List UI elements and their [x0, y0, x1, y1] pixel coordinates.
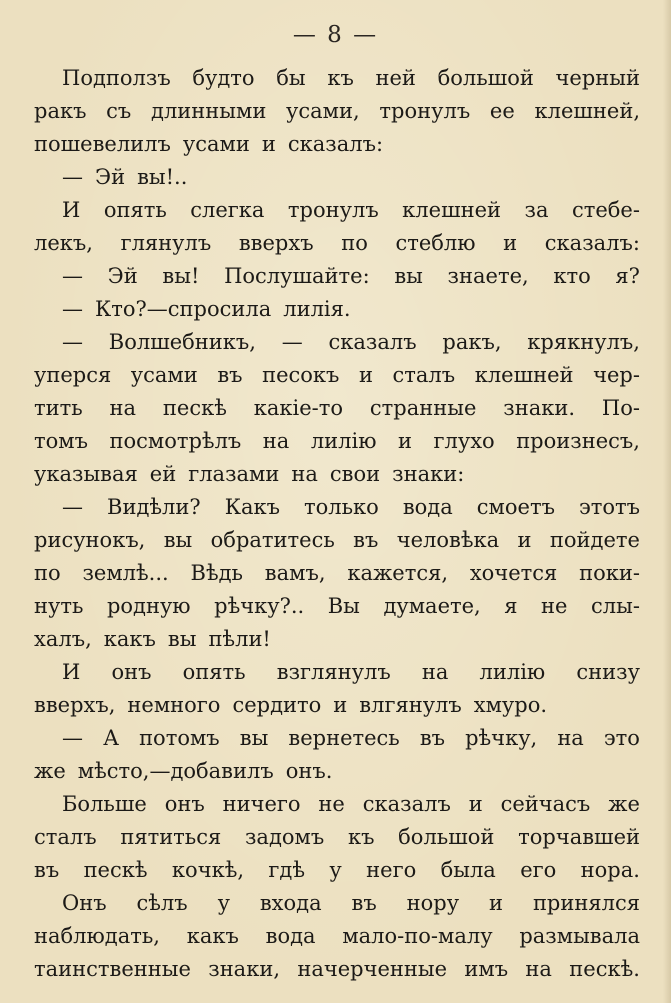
word: на: [557, 726, 584, 750]
word: клешней,: [534, 99, 640, 123]
text-line: [34, 722, 640, 755]
word: вы: [167, 627, 197, 651]
word: и: [503, 231, 518, 255]
word: вы: [239, 726, 269, 750]
word: стебе-: [571, 198, 640, 222]
word: Эй: [95, 165, 126, 189]
word: не: [541, 594, 568, 618]
word: сказалъ: [362, 792, 451, 816]
text-line: [34, 755, 640, 788]
word: Онъ: [62, 891, 107, 915]
word: входа: [259, 891, 322, 915]
text-line: [34, 524, 640, 557]
word: глазами: [188, 462, 280, 486]
word: на: [109, 396, 137, 420]
word: на: [421, 660, 449, 684]
word: у: [329, 858, 342, 882]
word: И: [62, 660, 81, 684]
word: сказалъ:: [287, 132, 384, 156]
word: пойдете: [549, 528, 640, 552]
word: Какъ: [224, 495, 280, 519]
text-line: [34, 227, 640, 260]
word: —: [62, 330, 83, 354]
word: уперся: [34, 363, 112, 387]
word: наблюдать,: [34, 924, 160, 948]
word: Видѣли?: [107, 495, 201, 519]
word: —: [281, 330, 303, 354]
text-line: [34, 491, 640, 524]
page-edge-shadow: [663, 0, 671, 1003]
word: ракъ: [34, 99, 87, 123]
word: обратитесь: [210, 528, 335, 552]
word: у: [217, 891, 230, 915]
word: А: [103, 726, 119, 750]
word: крякнулъ,: [527, 330, 640, 354]
word: это: [603, 726, 640, 750]
word: стеблю: [395, 231, 476, 255]
word: знаете,: [447, 264, 529, 288]
word: въ: [353, 528, 379, 552]
word: и: [517, 528, 532, 552]
word: По-: [601, 396, 640, 420]
word: лилію: [479, 660, 546, 684]
word: бы: [276, 66, 306, 90]
text-line: [34, 260, 640, 293]
word: и: [261, 132, 276, 156]
word: я?: [615, 264, 640, 288]
word: лилія.: [283, 297, 351, 321]
word: на: [291, 462, 318, 486]
word: клешней: [474, 363, 574, 387]
word: на: [525, 957, 552, 981]
word: не: [318, 792, 345, 816]
text-line: [34, 854, 640, 887]
text-line: [34, 656, 640, 689]
word: я: [504, 594, 518, 618]
word: сердито: [232, 693, 322, 717]
text-line: [34, 953, 640, 986]
word: сталъ: [34, 825, 97, 849]
word: къ: [347, 825, 375, 849]
word: —: [62, 264, 83, 288]
word: Кто?—спросила: [95, 297, 272, 321]
word: пошевелилъ: [34, 132, 171, 156]
word: пескѣ: [162, 396, 227, 420]
word: человѣка: [396, 528, 500, 552]
word: пѣли!: [208, 627, 271, 651]
word: вода: [402, 495, 453, 519]
word: и: [489, 891, 504, 915]
word: Послушайте:: [224, 264, 370, 288]
word: посмотрѣлъ: [109, 429, 242, 453]
word: задомъ: [244, 825, 325, 849]
word: вы: [394, 264, 423, 288]
word: чер-: [593, 363, 640, 387]
word: вы!: [162, 264, 200, 288]
word: вы: [163, 528, 193, 552]
word: сейчасъ: [500, 792, 591, 816]
word: лекъ,: [34, 231, 93, 255]
word: ее: [489, 99, 515, 123]
word: произнесъ,: [516, 429, 640, 453]
word: и: [398, 429, 412, 453]
word: глянулъ: [120, 231, 212, 255]
text-line: [34, 557, 640, 590]
word: въ: [419, 726, 445, 750]
word: рисунокъ,: [34, 528, 146, 552]
word: рѣчку?..: [214, 594, 305, 618]
word: опять: [182, 660, 246, 684]
word: знаки,: [208, 957, 281, 981]
word: принялся: [532, 891, 640, 915]
word: ней: [375, 66, 416, 90]
text-line: [34, 425, 640, 458]
word: томъ: [34, 429, 88, 453]
word: же: [34, 759, 66, 783]
word: таинственные: [34, 957, 191, 981]
word: пескѣ: [83, 858, 148, 882]
word: какъ: [186, 924, 239, 948]
text-line: [34, 161, 640, 194]
word: этотъ: [578, 495, 640, 519]
word: мѣсто,—добавилъ: [77, 759, 274, 783]
word: Вѣдь: [190, 561, 243, 585]
word: гдѣ: [268, 858, 306, 882]
word: —: [62, 726, 83, 750]
word: Эй: [107, 264, 138, 288]
word: кочкѣ,: [171, 858, 245, 882]
word: тить: [34, 396, 83, 420]
word: землѣ...: [82, 561, 169, 585]
word: въ: [351, 891, 377, 915]
word: какіе-то: [253, 396, 344, 420]
word: онъ.: [285, 759, 333, 783]
word: нуть: [34, 594, 84, 618]
word: вверхъ: [238, 231, 314, 255]
word: странные: [369, 396, 477, 420]
text-line: [34, 128, 640, 161]
text-line: [34, 689, 640, 722]
word: по: [341, 231, 368, 255]
word: —: [62, 165, 83, 189]
word: рѣчку,: [465, 726, 538, 750]
word: была: [440, 858, 496, 882]
word: нору: [406, 891, 460, 915]
word: усами: [130, 363, 198, 387]
text-line: [34, 62, 640, 95]
word: и: [333, 693, 348, 717]
word: думаете,: [383, 594, 481, 618]
word: мало-по-малу: [342, 924, 493, 948]
word: тронулъ: [379, 99, 471, 123]
word: кто: [553, 264, 591, 288]
text-line: [34, 95, 640, 128]
text-line: [34, 590, 640, 623]
word: влгянулъ: [359, 693, 462, 717]
word: клешней: [402, 198, 502, 222]
word: хмуро.: [473, 693, 548, 717]
word: черный: [555, 66, 640, 90]
word: вы!..: [137, 165, 188, 189]
word: тронулъ: [287, 198, 379, 222]
word: начерченные: [297, 957, 448, 981]
word: потомъ: [139, 726, 220, 750]
word: сѣлъ: [136, 891, 188, 915]
text-line: [34, 788, 640, 821]
word: и: [468, 792, 483, 816]
word: вернетесь: [288, 726, 400, 750]
word: родную: [106, 594, 191, 618]
word: него: [366, 858, 417, 882]
word: ничего: [222, 792, 301, 816]
word: въ: [217, 363, 243, 387]
word: поки-: [579, 561, 640, 585]
word: имъ: [464, 957, 509, 981]
text-line: [34, 293, 640, 326]
word: лилію: [310, 429, 377, 453]
word: халъ,: [34, 627, 92, 651]
word: песокъ: [262, 363, 340, 387]
word: слы-: [591, 594, 640, 618]
word: ракъ,: [442, 330, 502, 354]
word: знаки:: [392, 462, 465, 486]
word: будто: [192, 66, 255, 90]
word: торчавшей: [518, 825, 640, 849]
word: размывала: [519, 924, 640, 948]
word: свои: [329, 462, 381, 486]
word: —: [62, 495, 83, 519]
text-line: [34, 821, 640, 854]
word: кажется,: [347, 561, 449, 585]
word: сталъ: [392, 363, 456, 387]
word: Вы: [327, 594, 360, 618]
text-line: [34, 920, 640, 953]
word: слегка: [190, 198, 265, 222]
word: —: [62, 297, 83, 321]
text-line: [34, 623, 640, 656]
word: какъ: [103, 627, 156, 651]
text-line: [34, 194, 640, 227]
word: усами,: [286, 99, 360, 123]
word: И: [62, 198, 81, 222]
word: Подползъ: [62, 66, 171, 90]
word: нора.: [580, 858, 640, 882]
word: за: [524, 198, 549, 222]
word: вода: [265, 924, 316, 948]
word: длинными: [151, 99, 267, 123]
word: по: [34, 561, 61, 585]
word: пескѣ.: [569, 957, 640, 981]
word: на: [262, 429, 290, 453]
word: его: [520, 858, 557, 882]
word: смоетъ: [476, 495, 555, 519]
word: Больше: [62, 792, 147, 816]
word: вверхъ,: [34, 693, 116, 717]
word: знаки.: [503, 396, 576, 420]
word: Волшебникъ,: [108, 330, 256, 354]
text-line: [34, 392, 640, 425]
word: только: [303, 495, 379, 519]
word: указывая: [34, 462, 138, 486]
word: онъ: [164, 792, 205, 816]
text-line: [34, 458, 640, 491]
word: сказалъ: [328, 330, 417, 354]
word: взглянулъ: [276, 660, 391, 684]
word: и: [358, 363, 373, 387]
word: пятиться: [120, 825, 222, 849]
word: хочется: [469, 561, 558, 585]
word: сказалъ:: [544, 231, 640, 255]
word: немного: [127, 693, 221, 717]
word: же: [608, 792, 640, 816]
page-number: — 8 —: [292, 22, 379, 48]
word: опять: [103, 198, 167, 222]
body-text: [34, 62, 640, 986]
word: ей: [149, 462, 177, 486]
text-line: [34, 326, 640, 359]
word: усами: [182, 132, 250, 156]
word: вамъ,: [264, 561, 326, 585]
text-line: [34, 359, 640, 392]
word: снизу: [576, 660, 640, 684]
word: онъ: [111, 660, 152, 684]
word: большой: [398, 825, 495, 849]
word: большой: [437, 66, 534, 90]
word: глухо: [433, 429, 495, 453]
word: къ: [327, 66, 354, 90]
text-line: [34, 887, 640, 920]
word: въ: [34, 858, 60, 882]
word: съ: [106, 99, 132, 123]
